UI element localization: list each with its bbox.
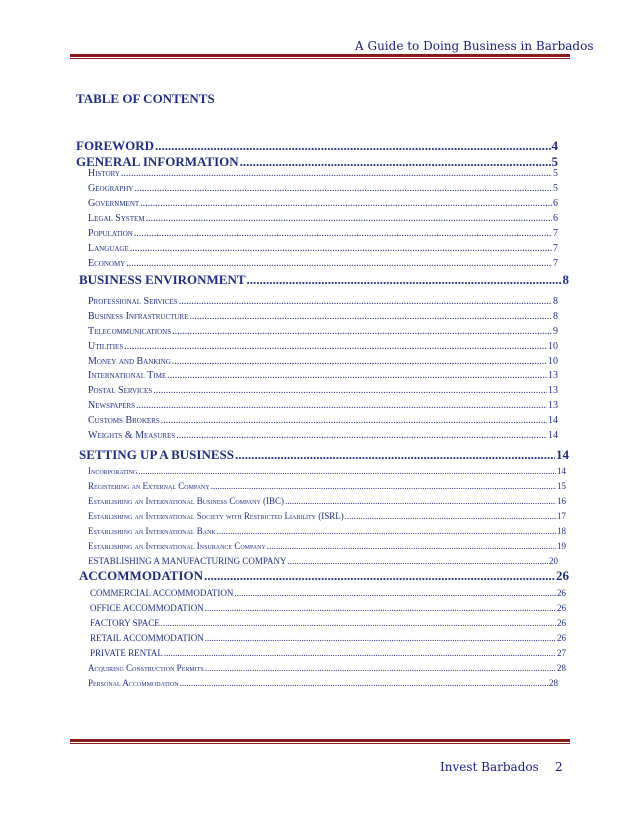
toc-leader-dots bbox=[161, 415, 547, 426]
toc-entry-page: 8 bbox=[553, 311, 558, 322]
toc-entry-label: Government bbox=[88, 198, 140, 209]
toc-entry-label: BUSINESS ENVIRONMENT bbox=[79, 272, 246, 287]
toc-entry-label: History bbox=[88, 168, 120, 179]
toc-entry-label: Money and Banking bbox=[88, 356, 171, 367]
toc-entry-label: Registering an External Company bbox=[88, 481, 210, 491]
toc-entry-page: 7 bbox=[553, 258, 558, 269]
toc-entry-page: 16 bbox=[557, 496, 566, 506]
toc-entry-label: Establishing an International Society with Restricted Liability (ISRL) bbox=[88, 511, 344, 521]
toc-entry-label: Utilities bbox=[88, 341, 124, 352]
toc-entry-page: 7 bbox=[553, 228, 558, 239]
toc-entry-label: Establishing an International Insurance Company bbox=[88, 541, 266, 551]
toc-leader-dots bbox=[167, 370, 547, 381]
toc-entry-page: 19 bbox=[557, 541, 566, 551]
toc-entry-page: 6 bbox=[553, 198, 558, 209]
toc-entry-page: 28 bbox=[557, 663, 566, 673]
toc-entry[interactable] bbox=[88, 400, 558, 411]
toc-entry[interactable] bbox=[90, 648, 566, 658]
toc-entry-label: Personal Accommodation bbox=[88, 678, 179, 688]
toc-entry-label: Postal Services bbox=[88, 385, 153, 396]
toc-leader-dots bbox=[136, 400, 547, 411]
toc-entry-page: 8 bbox=[553, 296, 558, 307]
toc-entry[interactable] bbox=[88, 496, 566, 506]
toc-entry-page: 5 bbox=[553, 183, 558, 194]
toc-entry[interactable] bbox=[90, 618, 566, 628]
toc-title: TABLE OF CONTENTS bbox=[76, 91, 215, 106]
toc-leader-dots bbox=[140, 198, 552, 209]
toc-entry-label: RETAIL ACCOMMODATION bbox=[90, 633, 204, 643]
toc-leader-dots bbox=[155, 138, 551, 154]
toc-leader-dots bbox=[172, 326, 552, 337]
toc-entry-label: OFFICE ACCOMMODATION bbox=[90, 603, 204, 613]
toc-entry-page: 5 bbox=[551, 154, 558, 169]
toc-entry-label: Customs Brokers bbox=[88, 415, 160, 426]
toc-entry-page: 20 bbox=[549, 556, 558, 566]
toc-leader-dots bbox=[180, 678, 548, 688]
toc-entry-label: Telecommunications bbox=[88, 326, 172, 337]
toc-leader-dots bbox=[176, 430, 547, 441]
toc-entry[interactable] bbox=[88, 415, 558, 426]
toc-leader-dots bbox=[234, 588, 556, 598]
toc-entry[interactable] bbox=[88, 258, 558, 269]
toc-entry-page: 17 bbox=[557, 511, 566, 521]
toc-entry-page: 14 bbox=[548, 430, 558, 441]
toc-leader-dots bbox=[247, 272, 562, 288]
toc-leader-dots bbox=[288, 556, 548, 566]
toc-entry[interactable] bbox=[88, 198, 558, 209]
toc-entry-label: Population bbox=[88, 228, 133, 239]
toc-entry-page: 9 bbox=[553, 326, 558, 337]
toc-leader-dots bbox=[179, 296, 552, 307]
toc-entry-page: 4 bbox=[551, 138, 558, 153]
toc-entry[interactable] bbox=[88, 678, 558, 688]
toc-entry-label: Establishing an International Business Company (IBC) bbox=[88, 496, 285, 506]
toc-entry-page: 5 bbox=[553, 168, 558, 179]
toc-entry-page: 13 bbox=[548, 370, 558, 381]
toc-entry[interactable] bbox=[79, 568, 569, 584]
footer-rule bbox=[70, 739, 570, 742]
toc-entry-page: 26 bbox=[557, 603, 566, 613]
toc-entry-label: International Time bbox=[88, 370, 167, 381]
toc-entry-label: PRIVATE RENTAL bbox=[90, 648, 163, 658]
toc-entry-label: COMMERCIAL ACCOMMODATION bbox=[90, 588, 234, 598]
footer-label: Invest Barbados bbox=[440, 760, 539, 774]
toc-entry[interactable] bbox=[88, 341, 558, 352]
footer-rule-thin bbox=[70, 743, 570, 744]
toc-entry-label: SETTING UP A BUSINESS bbox=[79, 447, 234, 462]
page-number: 2 bbox=[555, 760, 563, 774]
toc-entry-page: 26 bbox=[557, 633, 566, 643]
toc-entry[interactable] bbox=[88, 385, 558, 396]
toc-leader-dots bbox=[205, 663, 556, 673]
toc-leader-dots bbox=[138, 466, 556, 476]
toc-leader-dots bbox=[235, 447, 555, 463]
toc-entry-page: 10 bbox=[548, 341, 558, 352]
toc-entry[interactable] bbox=[88, 213, 558, 224]
toc-entry-page: 18 bbox=[557, 526, 566, 536]
toc-leader-dots bbox=[134, 228, 552, 239]
toc-entry[interactable] bbox=[88, 370, 558, 381]
toc-entry-label: Economy bbox=[88, 258, 126, 269]
toc-leader-dots bbox=[267, 541, 556, 551]
toc-entry-page: 7 bbox=[553, 243, 558, 254]
toc-leader-dots bbox=[124, 341, 547, 352]
toc-leader-dots bbox=[126, 258, 552, 269]
toc-entry[interactable] bbox=[88, 556, 558, 566]
toc-entry-page: 6 bbox=[553, 213, 558, 224]
toc-leader-dots bbox=[146, 213, 552, 224]
toc-entry[interactable] bbox=[88, 526, 566, 536]
toc-entry-page: 8 bbox=[562, 272, 569, 287]
toc-entry[interactable] bbox=[88, 311, 558, 322]
toc-entry-label: ESTABLISHING A MANUFACTURING COMPANY bbox=[88, 556, 287, 566]
toc-entry-page: 28 bbox=[549, 678, 558, 688]
toc-entry[interactable] bbox=[88, 183, 558, 194]
toc-leader-dots bbox=[204, 568, 555, 584]
toc-entry-page: 15 bbox=[557, 481, 566, 491]
running-header: A Guide to Doing Business in Barbados bbox=[355, 39, 594, 53]
toc-leader-dots bbox=[153, 385, 547, 396]
toc-leader-dots bbox=[345, 511, 556, 521]
toc-entry-page: 14 bbox=[548, 415, 558, 426]
toc-entry[interactable] bbox=[88, 296, 558, 307]
toc-entry[interactable] bbox=[88, 243, 558, 254]
toc-entry-label: Legal System bbox=[88, 213, 145, 224]
toc-entry-label: Newspapers bbox=[88, 400, 136, 411]
toc-entry[interactable] bbox=[88, 541, 566, 551]
toc-entry[interactable] bbox=[90, 588, 566, 598]
toc-leader-dots bbox=[121, 168, 552, 179]
toc-entry[interactable] bbox=[88, 356, 558, 367]
toc-entry-label: FACTORY SPACE bbox=[90, 618, 160, 628]
toc-entry[interactable] bbox=[76, 138, 558, 154]
toc-entry-label: Professional Services bbox=[88, 296, 178, 307]
toc-leader-dots bbox=[285, 496, 556, 506]
toc-entry[interactable] bbox=[79, 272, 569, 288]
toc-entry-label: ACCOMMODATION bbox=[79, 568, 203, 583]
toc-entry[interactable] bbox=[88, 168, 558, 179]
toc-entry[interactable] bbox=[90, 603, 566, 613]
toc-entry-label: GENERAL INFORMATION bbox=[76, 154, 239, 169]
toc-leader-dots bbox=[172, 356, 547, 367]
toc-entry-page: 14 bbox=[556, 447, 569, 462]
toc-entry[interactable] bbox=[88, 511, 566, 521]
toc-entry[interactable] bbox=[79, 447, 569, 463]
toc-leader-dots bbox=[189, 311, 552, 322]
toc-entry-page: 13 bbox=[548, 400, 558, 411]
toc-entry-page: 10 bbox=[548, 356, 558, 367]
toc-leader-dots bbox=[205, 633, 556, 643]
toc-entry-label: Incorporating bbox=[88, 466, 138, 476]
toc-entry-label: Geography bbox=[88, 183, 134, 194]
toc-leader-dots bbox=[205, 603, 556, 613]
toc-entry-label: FOREWORD bbox=[76, 138, 154, 153]
toc-leader-dots bbox=[164, 648, 556, 658]
toc-entry-label: Acquiring Construction Permits bbox=[88, 663, 204, 673]
toc-entry[interactable] bbox=[88, 430, 558, 441]
toc-leader-dots bbox=[134, 183, 552, 194]
toc-entry-label: Business Infrastructure bbox=[88, 311, 189, 322]
toc-entry[interactable] bbox=[88, 481, 566, 491]
toc-entry-label: Establishing an International Bank bbox=[88, 526, 216, 536]
toc-entry[interactable] bbox=[88, 228, 558, 239]
toc-entry[interactable] bbox=[88, 466, 566, 476]
toc-entry-page: 26 bbox=[557, 588, 566, 598]
toc-entry[interactable] bbox=[88, 326, 558, 337]
toc-entry-label: Language bbox=[88, 243, 129, 254]
toc-entry-page: 26 bbox=[557, 618, 566, 628]
toc-leader-dots bbox=[161, 618, 556, 628]
toc-leader-dots bbox=[217, 526, 556, 536]
toc-entry[interactable] bbox=[88, 663, 566, 673]
toc-entry-page: 26 bbox=[556, 568, 569, 583]
toc-entry-page: 14 bbox=[557, 466, 566, 476]
toc-leader-dots bbox=[130, 243, 552, 254]
toc-entry[interactable] bbox=[90, 633, 566, 643]
toc-entry-page: 27 bbox=[557, 648, 566, 658]
toc-leader-dots bbox=[211, 481, 556, 491]
toc-entry-page: 13 bbox=[548, 385, 558, 396]
toc-entry-label: Weights & Measures bbox=[88, 430, 176, 441]
